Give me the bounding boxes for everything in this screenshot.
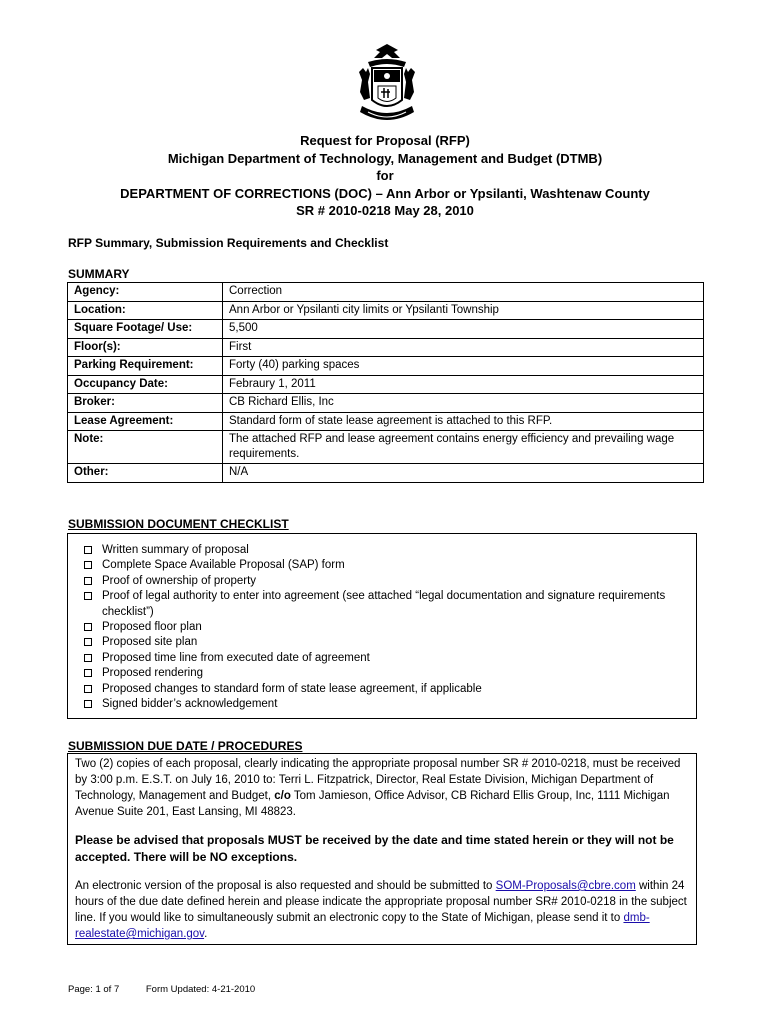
summary-value: Ann Arbor or Ypsilanti city limits or Ypsilanti Township (223, 301, 704, 320)
due-date-title: SUBMISSION DUE DATE / PROCEDURES (68, 739, 303, 753)
checklist-item (84, 558, 684, 573)
summary-key: Parking Requirement: (68, 357, 223, 376)
summary-key: Floor(s): (68, 338, 223, 357)
deadline-warning: Please be advised that proposals MUST be received by the date and time stated herein or they will not be accepted. There will be NO exceptions. (75, 833, 674, 864)
due-date-content (75, 756, 689, 942)
checklist-item-label: Proof of legal authority to enter into agreement (see attached “legal documentation and signature requirements checklist”) (102, 590, 666, 618)
checklist-item (84, 666, 684, 681)
checkbox[interactable] (84, 638, 92, 646)
summary-key: Agency: (68, 283, 223, 302)
electronic-text-3: . (204, 928, 208, 940)
summary-value: Febraury 1, 2011 (223, 375, 704, 394)
summary-key: Location: (68, 301, 223, 320)
page-number: Page: 1 of 7 (68, 984, 120, 995)
electronic-text-1: An electronic version of the proposal is also requested and should be submitted to (75, 880, 496, 892)
summary-row (68, 320, 704, 339)
checklist-item (84, 697, 684, 712)
summary-key: Lease Agreement: (68, 412, 223, 431)
summary-key: Occupancy Date: (68, 375, 223, 394)
checklist-item-label: Proof of ownership of property (102, 574, 257, 587)
checklist-item-label: Proposed floor plan (102, 621, 202, 634)
summary-row (68, 431, 704, 464)
document-title (40, 132, 730, 220)
checkbox[interactable] (84, 669, 92, 677)
summary-label: SUMMARY (68, 267, 130, 281)
summary-key: Square Footage/ Use: (68, 320, 223, 339)
summary-row (68, 412, 704, 431)
summary-value: First (223, 338, 704, 357)
due-date-paragraph (75, 756, 689, 820)
summary-row (68, 375, 704, 394)
summary-row (68, 283, 704, 302)
summary-table (67, 282, 704, 483)
checklist-item (84, 620, 684, 635)
form-updated: Form Updated: 4-21-2010 (145, 984, 256, 995)
due-text-2: Tom Jamieson, Office Advisor, CB Richard Ellis Group, Inc, 1111 Michigan Avenue Suite 201, East Lansing, MI 48823. (75, 790, 670, 818)
electronic-submission-paragraph (75, 878, 689, 942)
summary-value: The attached RFP and lease agreement contains energy efficiency and prevailing wage requirements. (223, 431, 704, 464)
summary-key: Note: (68, 431, 223, 464)
checklist-item (84, 635, 684, 650)
summary-row (68, 464, 704, 483)
checklist-title: SUBMISSION DOCUMENT CHECKLIST (68, 517, 289, 531)
checklist-item-label: Written summary of proposal (102, 544, 249, 556)
checklist-item (84, 589, 684, 620)
title-line-corrections: DEPARTMENT OF CORRECTIONS (DOC) – Ann Arbor or Ypsilanti, Washtenaw County (120, 185, 650, 201)
checklist-item (84, 682, 684, 697)
checkbox[interactable] (84, 685, 92, 693)
summary-row (68, 394, 704, 413)
summary-row (68, 338, 704, 357)
summary-value: 5,500 (223, 320, 704, 339)
checklist-item-label: Complete Space Available Proposal (SAP) form (102, 559, 345, 572)
due-text-1: Two (2) copies of each proposal, clearly indicating the appropriate proposal number SR # 2010-0218, must be received by 3:00 p.m. E.S.T. on July 16, 2010 to: Terri L. Fitzpatrick, Director, Real Estate Division, Michigan Department of Technology, Management and Budget, (75, 758, 681, 802)
michigan-seal-icon (354, 42, 420, 128)
checklist-item-label: Proposed rendering (102, 667, 204, 680)
checklist (84, 543, 684, 712)
summary-value: N/A (223, 464, 704, 483)
summary-value: CB Richard Ellis, Inc (223, 394, 704, 413)
checkbox[interactable] (84, 546, 92, 554)
checklist-item-label: Signed bidder’s acknowledgement (102, 698, 278, 711)
checklist-item (84, 543, 684, 558)
cbre-email-link[interactable]: SOM-Proposals@cbre.com (495, 880, 636, 892)
checkbox[interactable] (84, 561, 92, 569)
checklist-item (84, 574, 684, 589)
summary-value: Standard form of state lease agreement is attached to this RFP. (223, 412, 704, 431)
checkbox[interactable] (84, 592, 92, 600)
dmb-email-link[interactable]: dmb-realestate@michigan.gov (75, 912, 650, 940)
checklist-item-label: Proposed site plan (102, 636, 198, 649)
title-line-for: for (376, 168, 394, 183)
title-line-rfp: Request for Proposal (RFP) (300, 133, 470, 148)
checklist-item (84, 651, 684, 666)
page-footer (68, 984, 255, 995)
checkbox[interactable] (84, 577, 92, 585)
summary-key: Broker: (68, 394, 223, 413)
checklist-item-label: Proposed time line from executed date of agreement (102, 651, 370, 664)
title-line-sr-number: SR # 2010-0218 May 28, 2010 (296, 203, 474, 218)
summary-value: Forty (40) parking spaces (223, 357, 704, 376)
summary-key: Other: (68, 464, 223, 483)
summary-value: Correction (223, 283, 704, 302)
summary-row (68, 301, 704, 320)
checkbox[interactable] (84, 623, 92, 631)
title-line-department: Michigan Department of Technology, Management and Budget (DTMB) (167, 150, 603, 166)
checkbox[interactable] (84, 654, 92, 662)
checkbox[interactable] (84, 700, 92, 708)
summary-row (68, 357, 704, 376)
rfp-summary-heading: RFP Summary, Submission Requirements and Checklist (68, 236, 389, 250)
care-of-label: c/o (274, 790, 291, 802)
electronic-text-2: within 24 hours of the due date defined herein and please indicate the appropriate proposal number SR# 2010-0218 in the subject line. If you would like to simultaneously submit an electronic copy to the State of Michigan, please send it to (75, 880, 687, 924)
checklist-item-label: Proposed changes to standard form of state lease agreement, if applicable (102, 682, 482, 695)
